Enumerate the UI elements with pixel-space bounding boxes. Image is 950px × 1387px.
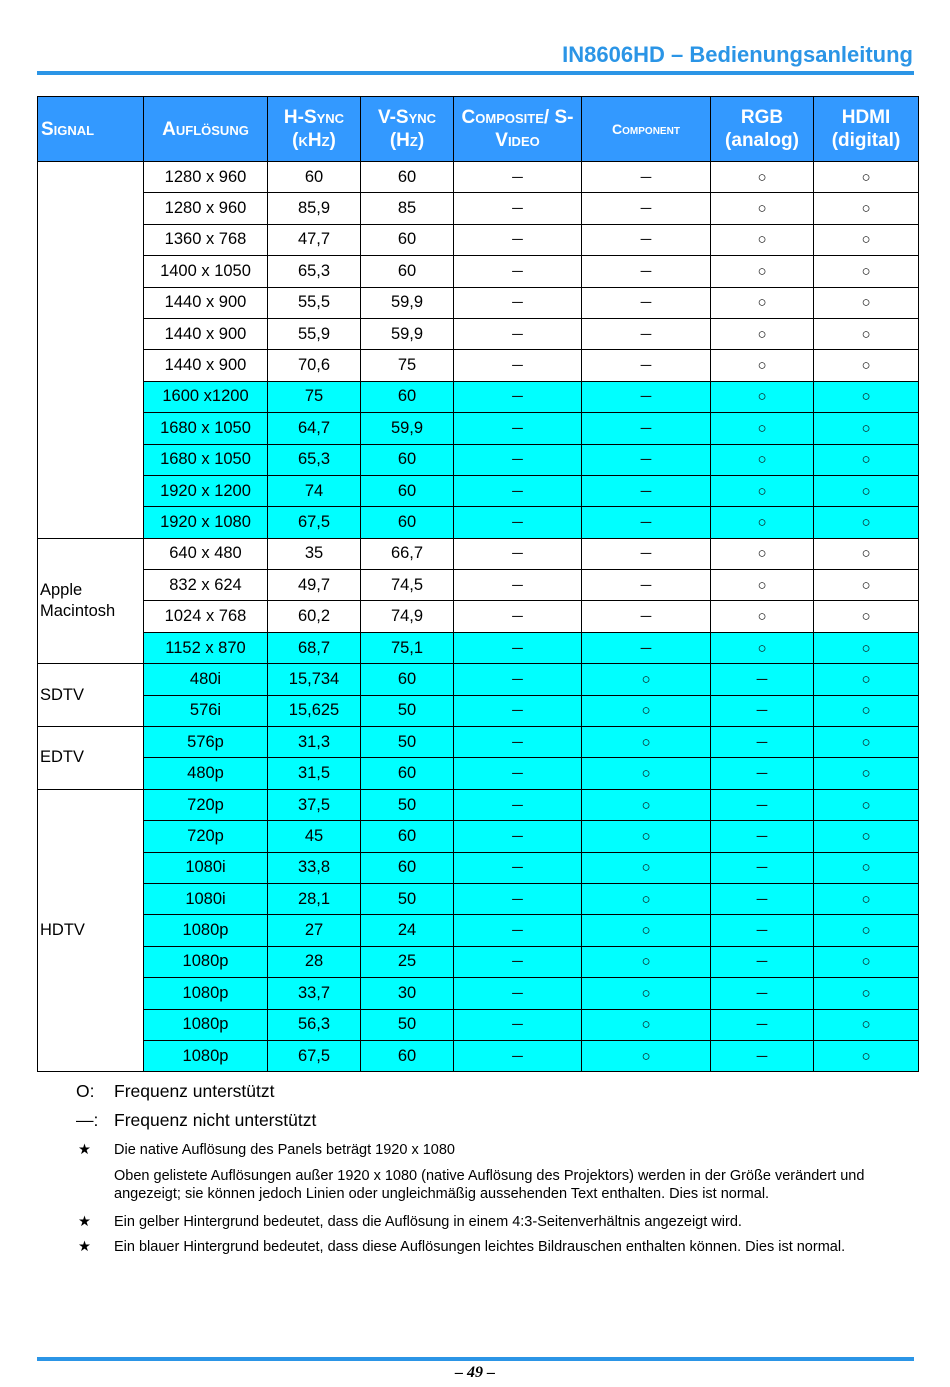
cell-hsync: 67,5 [268, 1040, 361, 1071]
cell-signal: EDTV [38, 727, 144, 790]
cell-composite: ─ [454, 664, 582, 695]
table-header-row [38, 97, 919, 162]
cell-resolution: 1680 x 1050 [144, 413, 268, 444]
cell-hdmi: ○ [814, 978, 919, 1009]
cell-hsync: 74 [268, 475, 361, 506]
header-rule [37, 71, 914, 75]
cell-rgb: ─ [711, 915, 814, 946]
cell-hsync: 70,6 [268, 350, 361, 381]
cell-vsync: 74,9 [361, 601, 454, 632]
note-resize-text: Oben gelistete Auflösungen außer 1920 x 1080 (native Auflösung des Projektors) werden in der Größe verändert und angezeigt; sie können jedoch Linien oder ungleichmäßig aussehenden Text enthalten. Dies ist normal. [114, 1168, 865, 1202]
cell-composite: ─ [454, 162, 582, 193]
cell-hdmi: ○ [814, 883, 919, 914]
cell-composite: ─ [454, 224, 582, 255]
cell-composite: ─ [454, 318, 582, 349]
cell-hsync: 49,7 [268, 570, 361, 601]
cell-rgb: ─ [711, 695, 814, 726]
cell-resolution: 1920 x 1200 [144, 475, 268, 506]
cell-hsync: 15,625 [268, 695, 361, 726]
cell-hdmi: ○ [814, 350, 919, 381]
cell-component: ○ [582, 1040, 711, 1071]
signal-compatibility-table [37, 96, 919, 1072]
cell-composite: ─ [454, 413, 582, 444]
cell-composite: ─ [454, 381, 582, 412]
cell-component: ○ [582, 821, 711, 852]
cell-rgb: ○ [711, 413, 814, 444]
cell-component: ─ [582, 256, 711, 287]
cell-rgb: ○ [711, 538, 814, 569]
cell-hsync: 85,9 [268, 193, 361, 224]
cell-composite: ─ [454, 475, 582, 506]
cell-resolution: 480p [144, 758, 268, 789]
cell-resolution: 1440 x 900 [144, 287, 268, 318]
cell-hsync: 33,7 [268, 978, 361, 1009]
cell-composite: ─ [454, 193, 582, 224]
cell-resolution: 1080i [144, 852, 268, 883]
cell-rgb: ─ [711, 852, 814, 883]
table-row [38, 318, 919, 349]
cell-rgb: ○ [711, 601, 814, 632]
cell-resolution: 832 x 624 [144, 570, 268, 601]
cell-vsync: 25 [361, 946, 454, 977]
cell-resolution: 1440 x 900 [144, 350, 268, 381]
cell-composite: ─ [454, 1009, 582, 1040]
cell-rgb: ─ [711, 1040, 814, 1071]
cell-signal: SDTV [38, 664, 144, 727]
cell-hsync: 45 [268, 821, 361, 852]
table-row [38, 632, 919, 663]
cell-vsync: 60 [361, 1040, 454, 1071]
table-row [38, 193, 919, 224]
cell-vsync: 59,9 [361, 318, 454, 349]
table-row [38, 946, 919, 977]
star-icon: ★ [78, 1239, 91, 1255]
cell-component: ─ [582, 538, 711, 569]
cell-component: ─ [582, 350, 711, 381]
cell-rgb: ○ [711, 570, 814, 601]
cell-hsync: 35 [268, 538, 361, 569]
cell-hsync: 37,5 [268, 789, 361, 820]
cell-vsync: 60 [361, 507, 454, 538]
star-icon: ★ [78, 1142, 91, 1158]
cell-hdmi: ○ [814, 507, 919, 538]
cell-hsync: 64,7 [268, 413, 361, 444]
cell-rgb: ─ [711, 821, 814, 852]
cell-rgb: ─ [711, 664, 814, 695]
table-row [38, 350, 919, 381]
table-row [38, 570, 919, 601]
cell-composite: ─ [454, 632, 582, 663]
cell-resolution: 1600 x1200 [144, 381, 268, 412]
cell-component: ─ [582, 381, 711, 412]
cell-hsync: 31,3 [268, 727, 361, 758]
table-row [38, 821, 919, 852]
cell-hdmi: ○ [814, 444, 919, 475]
cell-hdmi: ○ [814, 695, 919, 726]
table-row [38, 256, 919, 287]
cell-vsync: 60 [361, 475, 454, 506]
cell-component: ─ [582, 287, 711, 318]
cell-hsync: 31,5 [268, 758, 361, 789]
cell-hdmi: ○ [814, 287, 919, 318]
cell-vsync: 60 [361, 444, 454, 475]
cell-composite: ─ [454, 507, 582, 538]
table-row [38, 444, 919, 475]
cell-hsync: 60 [268, 162, 361, 193]
cell-component: ─ [582, 507, 711, 538]
table-row [38, 978, 919, 1009]
table-row [38, 664, 919, 695]
table-row [38, 758, 919, 789]
cell-rgb: ─ [711, 727, 814, 758]
cell-rgb: ○ [711, 318, 814, 349]
table-row [38, 695, 919, 726]
cell-rgb: ○ [711, 287, 814, 318]
cell-resolution: 1440 x 900 [144, 318, 268, 349]
table-row [38, 601, 919, 632]
cell-resolution: 1920 x 1080 [144, 507, 268, 538]
cell-vsync: 75 [361, 350, 454, 381]
cell-hsync: 55,9 [268, 318, 361, 349]
cell-resolution: 1080p [144, 1009, 268, 1040]
cell-composite: ─ [454, 789, 582, 820]
cell-resolution: 576i [144, 695, 268, 726]
header-composite: Composite/ S-Video [454, 97, 582, 162]
cell-resolution: 576p [144, 727, 268, 758]
cell-component: ○ [582, 946, 711, 977]
table-row [38, 915, 919, 946]
cell-vsync: 59,9 [361, 413, 454, 444]
cell-rgb: ○ [711, 381, 814, 412]
table-row [38, 507, 919, 538]
cell-vsync: 50 [361, 695, 454, 726]
cell-hdmi: ○ [814, 1040, 919, 1071]
note-yellow-text: Ein gelber Hintergrund bedeutet, dass die Auflösung in einem 4:3-Seitenverhältnis angezeigt wird. [114, 1214, 742, 1230]
cell-resolution: 1280 x 960 [144, 162, 268, 193]
cell-resolution: 1680 x 1050 [144, 444, 268, 475]
cell-composite: ─ [454, 946, 582, 977]
cell-signal [38, 162, 144, 539]
star-icon: ★ [78, 1214, 91, 1230]
cell-component: ─ [582, 224, 711, 255]
cell-hsync: 60,2 [268, 601, 361, 632]
cell-composite: ─ [454, 287, 582, 318]
cell-composite: ─ [454, 883, 582, 914]
cell-component: ─ [582, 601, 711, 632]
cell-hdmi: ○ [814, 162, 919, 193]
cell-hsync: 65,3 [268, 444, 361, 475]
cell-resolution: 1080p [144, 946, 268, 977]
cell-component: ○ [582, 883, 711, 914]
cell-composite: ─ [454, 570, 582, 601]
table-row [38, 475, 919, 506]
cell-hsync: 47,7 [268, 224, 361, 255]
cell-vsync: 60 [361, 162, 454, 193]
cell-hdmi: ○ [814, 601, 919, 632]
table-row [38, 852, 919, 883]
cell-rgb: ○ [711, 350, 814, 381]
cell-component: ○ [582, 978, 711, 1009]
cell-rgb: ○ [711, 193, 814, 224]
footer-rule [37, 1357, 914, 1361]
cell-hsync: 28 [268, 946, 361, 977]
header-signal: Signal [38, 97, 144, 162]
header-hsync: H-Sync (kHz) [268, 97, 361, 162]
cell-component: ─ [582, 475, 711, 506]
cell-rgb: ○ [711, 475, 814, 506]
note-native-text: Die native Auflösung des Panels beträgt 1920 x 1080 [114, 1142, 455, 1158]
legend-supported [76, 1081, 275, 1102]
cell-hdmi: ○ [814, 256, 919, 287]
cell-hdmi: ○ [814, 915, 919, 946]
table-row [38, 1009, 919, 1040]
cell-vsync: 30 [361, 978, 454, 1009]
cell-vsync: 50 [361, 883, 454, 914]
cell-resolution: 720p [144, 789, 268, 820]
cell-component: ─ [582, 413, 711, 444]
table-row [38, 883, 919, 914]
cell-vsync: 59,9 [361, 287, 454, 318]
cell-rgb: ─ [711, 883, 814, 914]
cell-hdmi: ○ [814, 632, 919, 663]
cell-component: ○ [582, 695, 711, 726]
page-number: – 49 – [455, 1364, 495, 1381]
cell-hsync: 55,5 [268, 287, 361, 318]
cell-vsync: 50 [361, 727, 454, 758]
cell-resolution: 1360 x 768 [144, 224, 268, 255]
cell-resolution: 640 x 480 [144, 538, 268, 569]
table-row [38, 381, 919, 412]
cell-component: ○ [582, 915, 711, 946]
cell-component: ─ [582, 444, 711, 475]
cell-component: ○ [582, 789, 711, 820]
cell-vsync: 60 [361, 256, 454, 287]
cell-hdmi: ○ [814, 193, 919, 224]
cell-component: ─ [582, 318, 711, 349]
cell-hdmi: ○ [814, 789, 919, 820]
cell-component: ─ [582, 570, 711, 601]
cell-hdmi: ○ [814, 946, 919, 977]
cell-resolution: 1080p [144, 978, 268, 1009]
cell-vsync: 60 [361, 224, 454, 255]
cell-composite: ─ [454, 256, 582, 287]
cell-hdmi: ○ [814, 852, 919, 883]
cell-hsync: 28,1 [268, 883, 361, 914]
cell-hdmi: ○ [814, 381, 919, 412]
cell-composite: ─ [454, 727, 582, 758]
table-body [38, 162, 919, 1072]
cell-rgb: ○ [711, 256, 814, 287]
cell-resolution: 1080i [144, 883, 268, 914]
cell-composite: ─ [454, 444, 582, 475]
cell-composite: ─ [454, 1040, 582, 1071]
cell-vsync: 60 [361, 664, 454, 695]
cell-hdmi: ○ [814, 318, 919, 349]
cell-resolution: 480i [144, 664, 268, 695]
cell-hdmi: ○ [814, 664, 919, 695]
cell-component: ○ [582, 727, 711, 758]
legend-unsupported-text: Frequenz nicht unterstützt [114, 1110, 317, 1130]
cell-hsync: 56,3 [268, 1009, 361, 1040]
cell-composite: ─ [454, 538, 582, 569]
legend-unsupported [76, 1110, 316, 1131]
cell-composite: ─ [454, 695, 582, 726]
cell-vsync: 50 [361, 789, 454, 820]
cell-resolution: 1080p [144, 915, 268, 946]
cell-hdmi: ○ [814, 758, 919, 789]
cell-hdmi: ○ [814, 821, 919, 852]
legend-supported-text: Frequenz unterstützt [114, 1081, 275, 1101]
cell-vsync: 60 [361, 758, 454, 789]
cell-rgb: ─ [711, 946, 814, 977]
cell-vsync: 85 [361, 193, 454, 224]
cell-resolution: 1080p [144, 1040, 268, 1071]
cell-resolution: 1280 x 960 [144, 193, 268, 224]
page-title: IN8606HD – Bedienungsanleitung [562, 42, 913, 67]
table-row [38, 538, 919, 569]
cell-signal: HDTV [38, 789, 144, 1072]
legend-supported-key: O: [76, 1081, 95, 1101]
cell-composite: ─ [454, 852, 582, 883]
cell-hdmi: ○ [814, 413, 919, 444]
table-row [38, 727, 919, 758]
cell-hsync: 68,7 [268, 632, 361, 663]
table-row [38, 789, 919, 820]
header-vsync: V-Sync (Hz) [361, 97, 454, 162]
cell-signal: Apple Macintosh [38, 538, 144, 664]
cell-resolution: 1024 x 768 [144, 601, 268, 632]
cell-rgb: ─ [711, 789, 814, 820]
cell-rgb: ○ [711, 162, 814, 193]
cell-rgb: ○ [711, 632, 814, 663]
cell-vsync: 24 [361, 915, 454, 946]
cell-vsync: 60 [361, 852, 454, 883]
cell-hdmi: ○ [814, 538, 919, 569]
table-row [38, 1040, 919, 1071]
note-blue-text: Ein blauer Hintergrund bedeutet, dass diese Auflösungen leichtes Bildrauschen enthalten können. Dies ist normal. [114, 1239, 846, 1255]
cell-component: ○ [582, 664, 711, 695]
cell-hsync: 75 [268, 381, 361, 412]
cell-rgb: ○ [711, 444, 814, 475]
cell-composite: ─ [454, 978, 582, 1009]
cell-component: ○ [582, 852, 711, 883]
cell-resolution: 1400 x 1050 [144, 256, 268, 287]
cell-composite: ─ [454, 601, 582, 632]
table-row [38, 413, 919, 444]
header-resolution: Auflösung [144, 97, 268, 162]
cell-resolution: 1152 x 870 [144, 632, 268, 663]
cell-hsync: 15,734 [268, 664, 361, 695]
cell-rgb: ─ [711, 1009, 814, 1040]
cell-composite: ─ [454, 915, 582, 946]
cell-hsync: 33,8 [268, 852, 361, 883]
table-row [38, 162, 919, 193]
cell-composite: ─ [454, 350, 582, 381]
cell-vsync: 60 [361, 821, 454, 852]
cell-component: ○ [582, 758, 711, 789]
header-hdmi: HDMI (digital) [814, 97, 919, 162]
cell-hdmi: ○ [814, 727, 919, 758]
table-row [38, 224, 919, 255]
cell-vsync: 74,5 [361, 570, 454, 601]
cell-hsync: 67,5 [268, 507, 361, 538]
table-row [38, 287, 919, 318]
cell-hsync: 65,3 [268, 256, 361, 287]
cell-vsync: 66,7 [361, 538, 454, 569]
cell-hsync: 27 [268, 915, 361, 946]
legend-unsupported-key: —: [76, 1110, 99, 1130]
header-component: Component [582, 97, 711, 162]
cell-hdmi: ○ [814, 475, 919, 506]
cell-vsync: 60 [361, 381, 454, 412]
cell-vsync: 50 [361, 1009, 454, 1040]
cell-component: ○ [582, 1009, 711, 1040]
cell-rgb: ○ [711, 224, 814, 255]
cell-hdmi: ○ [814, 224, 919, 255]
cell-rgb: ○ [711, 507, 814, 538]
cell-vsync: 75,1 [361, 632, 454, 663]
cell-composite: ─ [454, 821, 582, 852]
cell-component: ─ [582, 632, 711, 663]
cell-rgb: ─ [711, 758, 814, 789]
cell-composite: ─ [454, 758, 582, 789]
cell-resolution: 720p [144, 821, 268, 852]
cell-hdmi: ○ [814, 1009, 919, 1040]
cell-hdmi: ○ [814, 570, 919, 601]
cell-component: ─ [582, 162, 711, 193]
header-rgb: RGB (analog) [711, 97, 814, 162]
cell-rgb: ─ [711, 978, 814, 1009]
cell-component: ─ [582, 193, 711, 224]
